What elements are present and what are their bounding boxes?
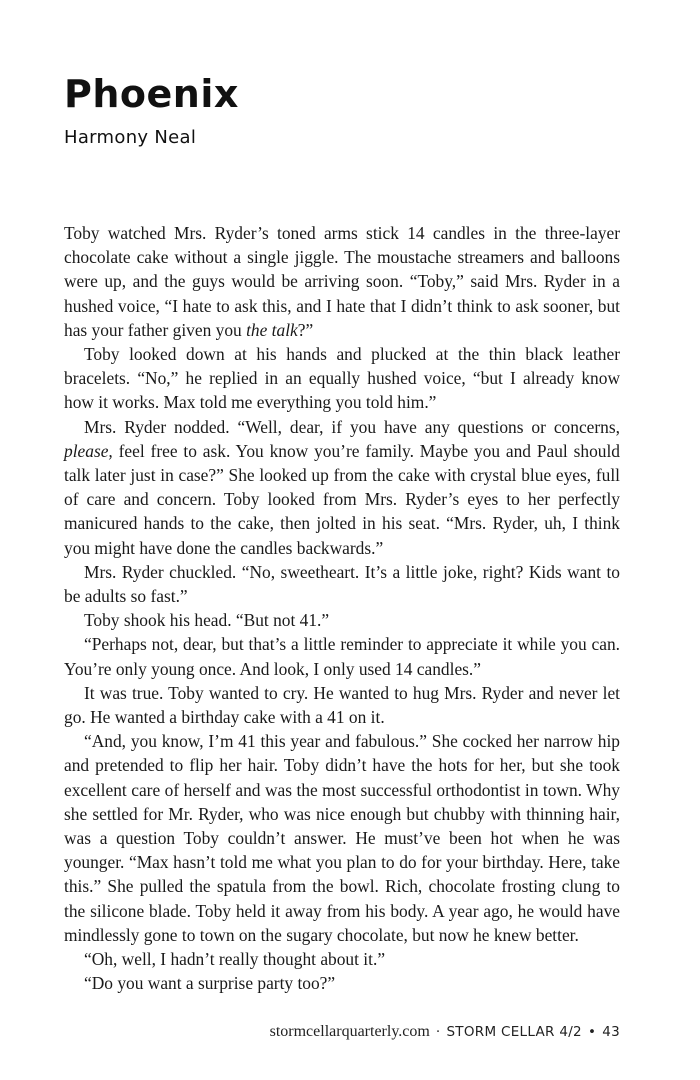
paragraph-6: “Perhaps not, dear, but that’s a little reminder to appreciate it while you can. You’re only young once. And look, I only used 14 candles.” [64,634,620,679]
paragraph-3-text-a: Mrs. Ryder nodded. “Well, dear, if you have any questions or concerns, [84,416,620,437]
paragraph-3 [64,415,620,560]
paragraph-5: Toby shook his head. “But not 41.” [84,610,330,631]
paragraph-4: Mrs. Ryder chuckled. “No, sweetheart. It’s a little joke, right? Kids want to be adults so fast.” [64,561,620,607]
paragraph-2: Toby looked down at his hands and plucked at the thin black leather bracelets. “No,” he replied in an equally hushed voice, “but I already know how it works. Max told me everything you told him.” [64,344,620,413]
paragraph-1-text: Toby watched Mrs. Ryder’s toned arms stick 14 candles in the three-layer chocolate cake without a single jiggle. The moustache streamers and balloons were up, and the guys would be arriving soon. “Toby,” said Mrs. Ryder in a hushed voice, “I hate to ask this, and I hate that I didn’t think to ask sooner, but has your father given you [64,223,620,340]
footer-separator-bullet: • [587,1024,597,1040]
paragraph-9: “Oh, well, I hadn’t really thought about it.” [84,949,386,970]
footer-separator-dot: · [435,1024,441,1040]
paragraph-1-end: ?” [297,319,314,340]
page-footer [270,1022,620,1042]
footer-journal-name: STORM CELLAR 4/2 [446,1024,582,1040]
page-number: 43 [602,1024,620,1040]
footer-url: stormcellarquarterly.com [269,1023,430,1040]
paragraph-8: “And, you know, I’m 41 this year and fabulous.” She cocked her narrow hip and pretended to flip her hair. Toby didn’t have the hots for her, but she took excellent care of herself and was the most successful orthodontist in town. Why she settled for Mr. Ryder, who was nice enough but chubby with thinning hair, was a question Toby couldn’t answer. He must’ve been hot when he was younger. “Max hasn’t told me what you plan to do for your birthday. Here, take this.” She pulled the spatula from the bowl. Rich, chocolate frosting clung to the silicone blade. Toby held it away from his body. A year ago, he would have mindlessly gone to town on the sugary chocolate, but now he knew better. [64,731,620,945]
paragraph-1 [64,221,620,342]
paragraph-3-emphasis: please, [64,440,113,461]
paragraph-1-emphasis: the talk [246,319,298,340]
paragraph-10: “Do you want a surprise party too?” [84,973,336,994]
author-name: Harmony Neal [64,127,197,148]
story-title: Phoenix [64,72,239,116]
story-body [64,221,620,996]
paragraph-3-text-b: feel free to ask. You know you’re family. Maybe you and Paul should talk later just in case?” She looked up from the cake with crystal blue eyes, full of care and concern. Toby looked from Mrs. Ryder’s eyes to her perfectly manicured hands to the cake, then jolted in his seat. “Mrs. Ryder, uh, I think you might have done the candles backwards.” [64,440,620,558]
paragraph-7: It was true. Toby wanted to cry. He wanted to hug Mrs. Ryder and never let go. He wanted a birthday cake with a 41 on it. [64,682,620,728]
